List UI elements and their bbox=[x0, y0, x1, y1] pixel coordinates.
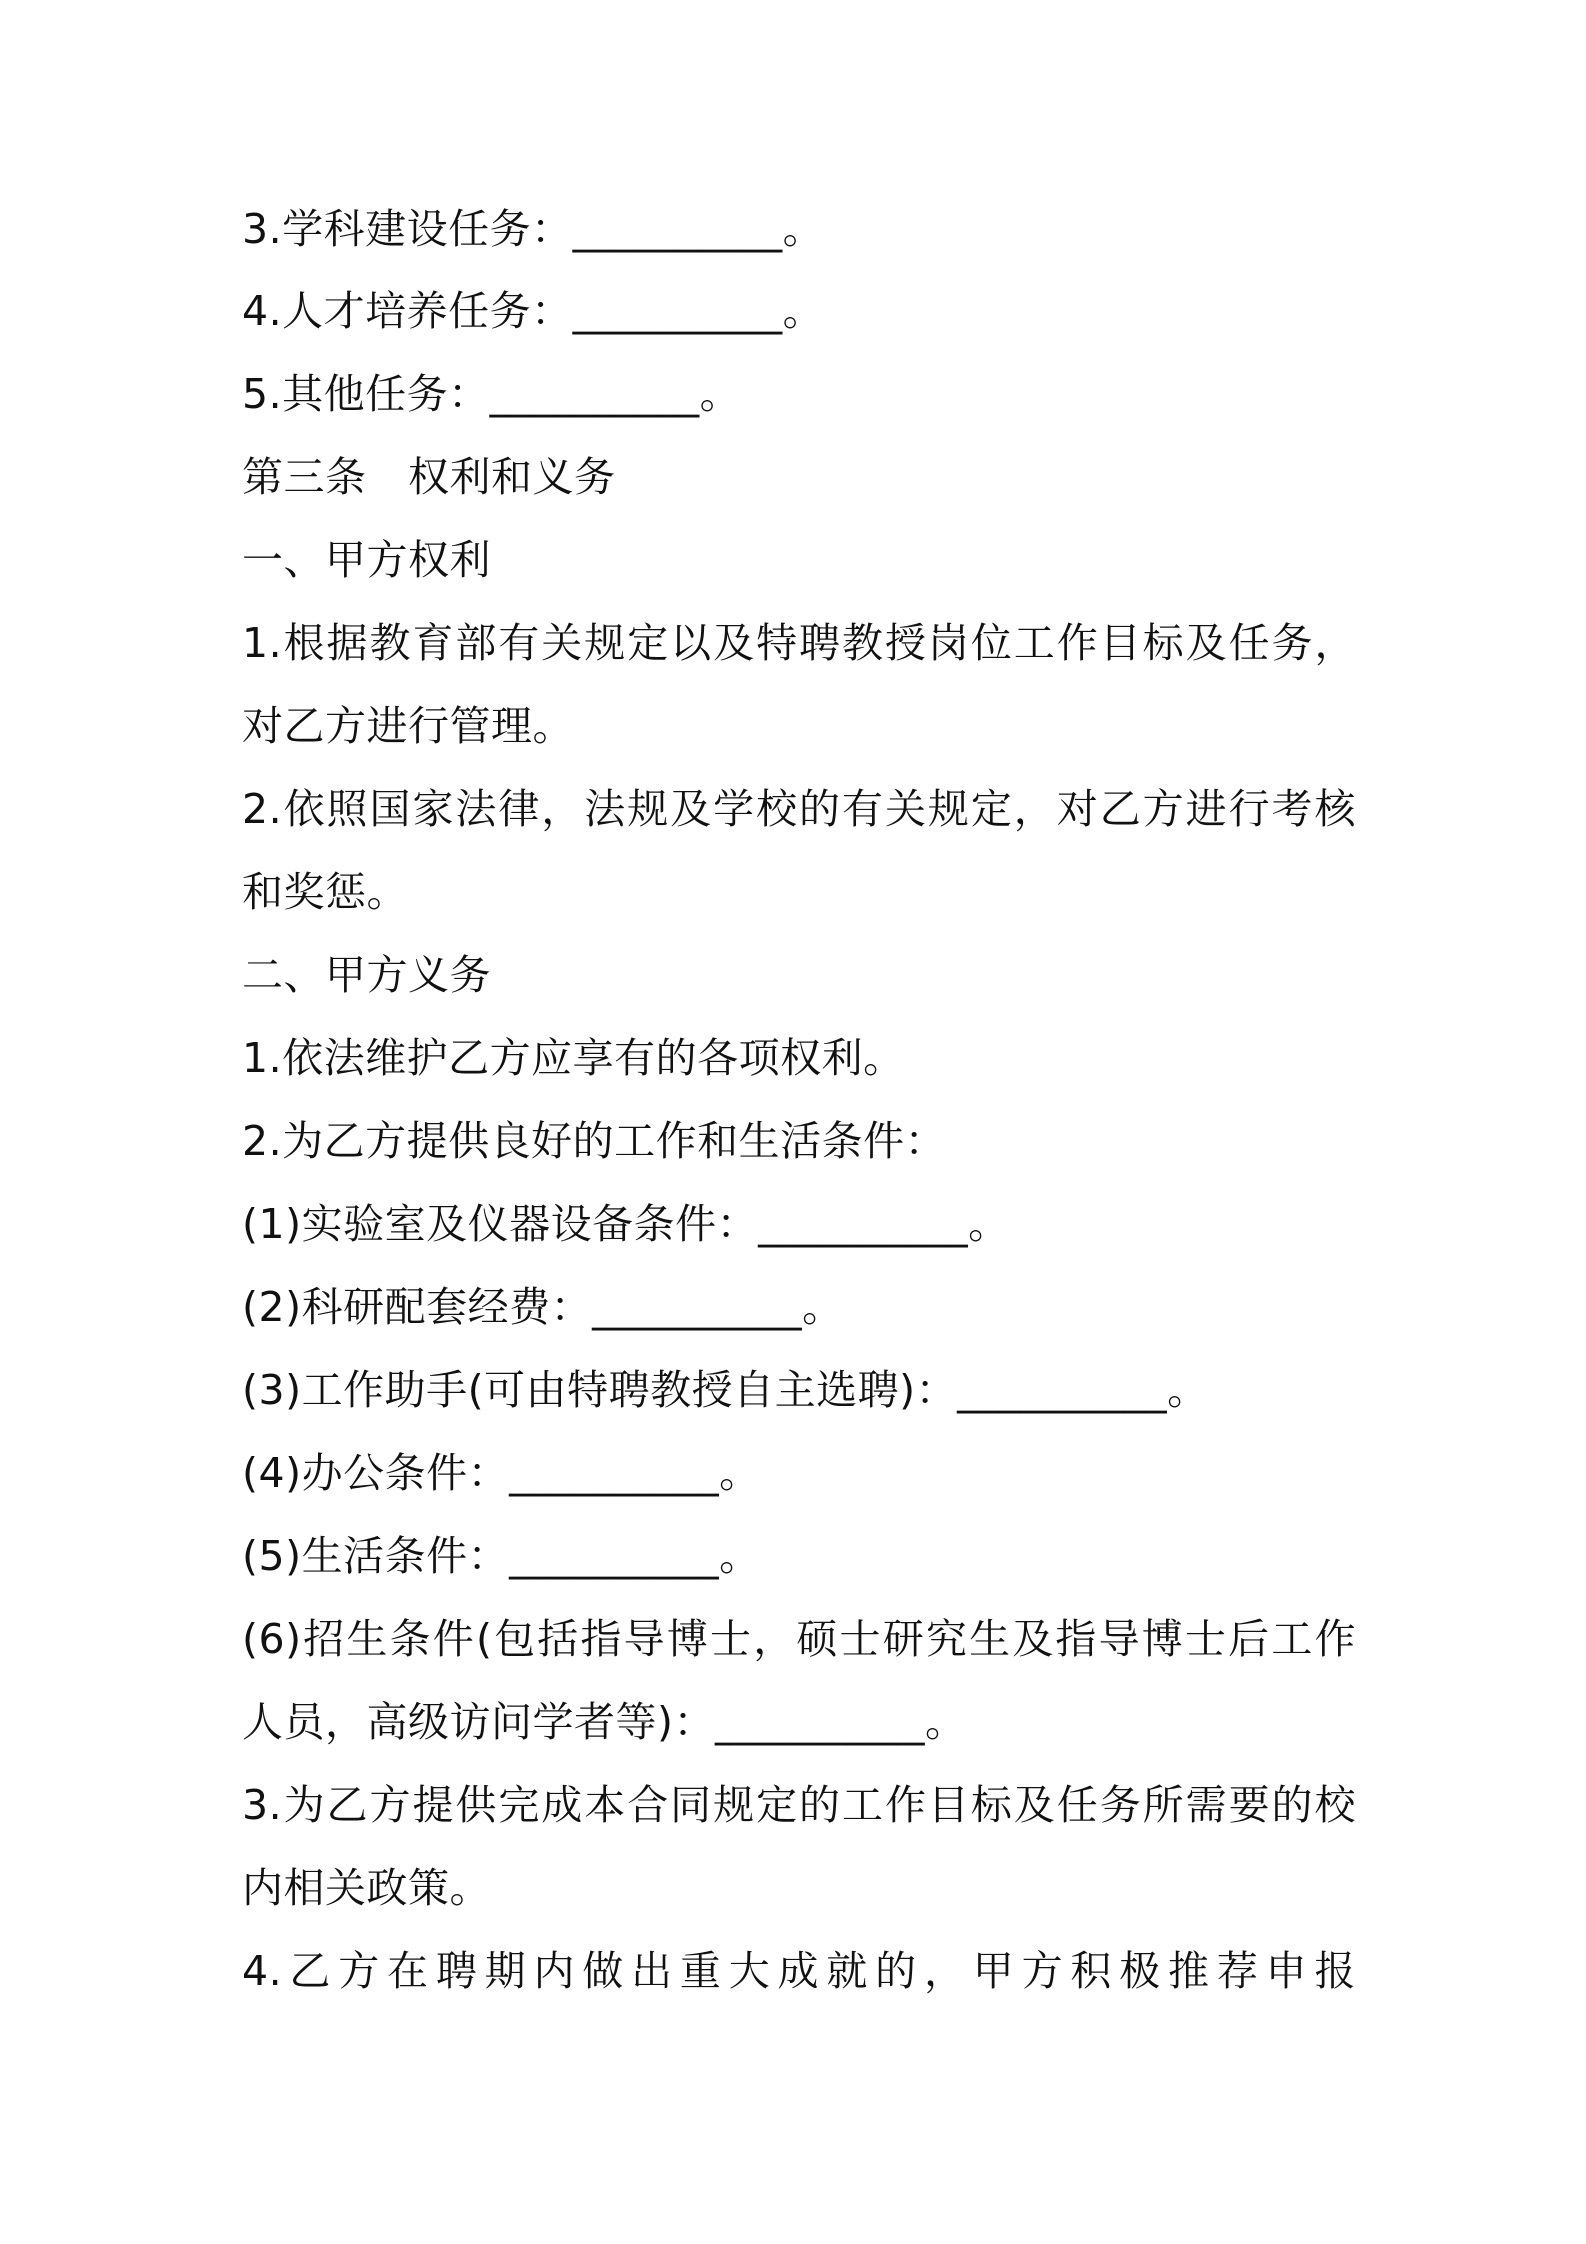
text-line-condition-1: (1)实验室及仪器设备条件：__________。 bbox=[242, 1200, 1010, 1248]
text-line-other-task: 5.其他任务：__________。 bbox=[242, 370, 742, 418]
text-line-condition-6b: 人员，高级访问学者等)：__________。 bbox=[242, 1698, 967, 1746]
text-line-obligations-3a: 3.为乙方提供完成本合同规定的工作目标及任务所需要的校 bbox=[242, 1781, 1356, 1829]
subheading-party-a-obligations: 二、甲方义务 bbox=[242, 951, 491, 999]
text-line-rights-1b: 对乙方进行管理。 bbox=[242, 702, 574, 750]
text-line-talent-task: 4.人才培养任务：__________。 bbox=[242, 287, 825, 335]
text-line-condition-5: (5)生活条件：__________。 bbox=[242, 1532, 761, 1580]
text-line-obligations-4: 4.乙方在聘期内做出重大成就的，甲方积极推荐申报 bbox=[242, 1947, 1356, 1995]
text-line-rights-1a: 1.根据教育部有关规定以及特聘教授岗位工作目标及任务， bbox=[242, 619, 1356, 667]
section-heading-article-3: 第三条 权利和义务 bbox=[242, 453, 616, 501]
subheading-party-a-rights: 一、甲方权利 bbox=[242, 536, 491, 584]
text-line-obligations-2: 2.为乙方提供良好的工作和生活条件： bbox=[242, 1117, 947, 1165]
text-line-condition-4: (4)办公条件：__________。 bbox=[242, 1449, 761, 1497]
text-line-obligations-3b: 内相关政策。 bbox=[242, 1864, 491, 1912]
text-line-rights-2b: 和奖惩。 bbox=[242, 868, 408, 916]
text-line-rights-2a: 2.依照国家法律，法规及学校的有关规定，对乙方进行考核 bbox=[242, 785, 1356, 833]
text-line-obligations-1: 1.依法维护乙方应享有的各项权利。 bbox=[242, 1034, 905, 1082]
text-line-subject-task: 3.学科建设任务：__________。 bbox=[242, 205, 825, 253]
text-line-condition-6a: (6)招生条件(包括指导博士，硕士研究生及指导博士后工作 bbox=[242, 1615, 1356, 1663]
text-line-condition-2: (2)科研配套经费：__________。 bbox=[242, 1283, 844, 1331]
text-line-condition-3: (3)工作助手(可由特聘教授自主选聘)：__________。 bbox=[242, 1366, 1209, 1414]
